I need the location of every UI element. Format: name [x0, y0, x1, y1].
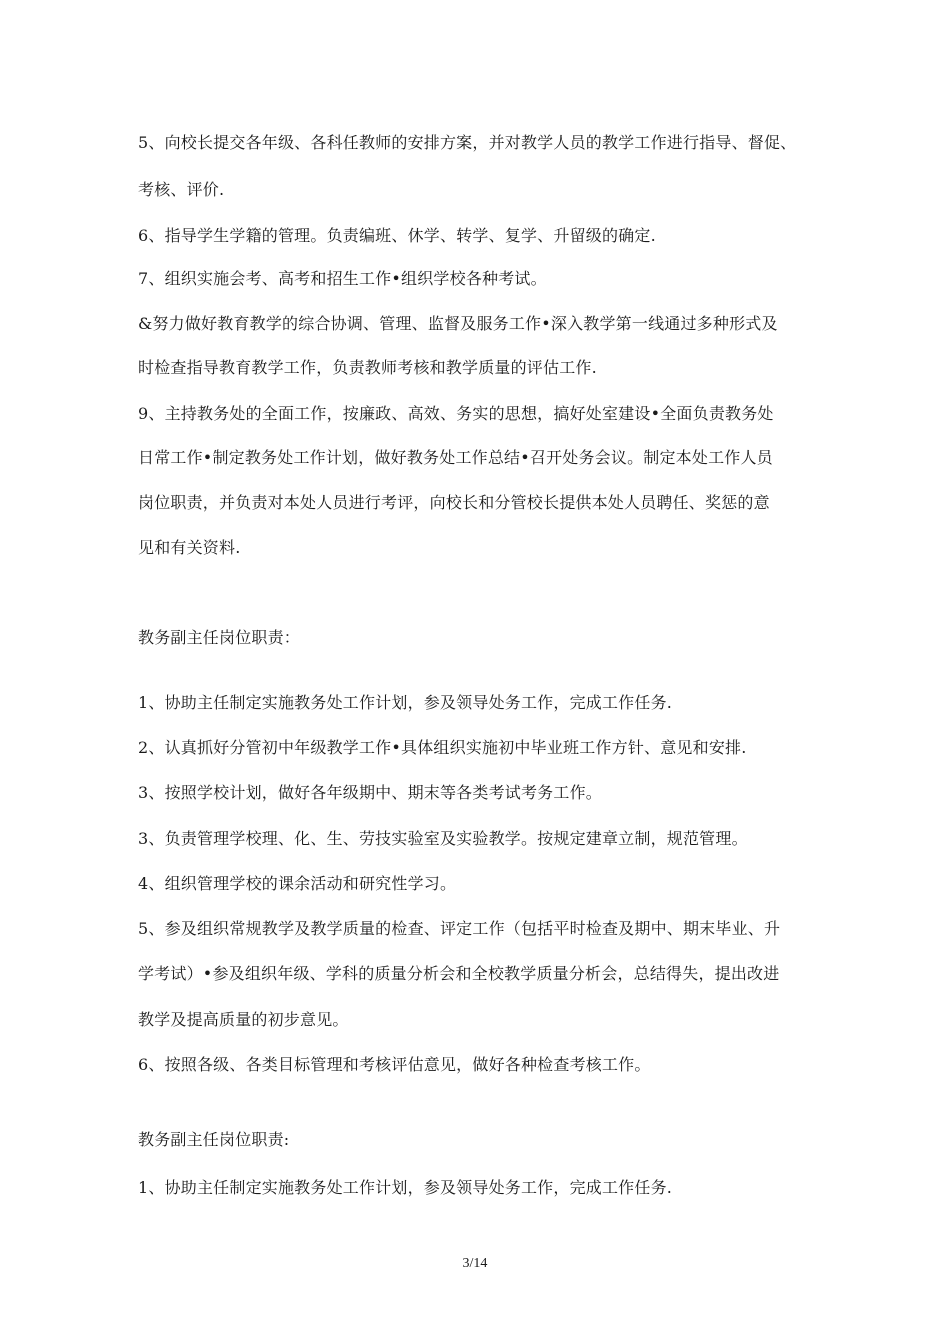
paragraph-line: 1、协助主任制定实施教务处工作计划，参及领导处务工作，完成工作任务.: [138, 1178, 673, 1197]
paragraph-line: 教学及提高质量的初步意见。: [138, 1010, 349, 1029]
paragraph-line: 7、组织实施会考、高考和招生工作•组织学校各种考试。: [138, 269, 547, 288]
paragraph-line: &努力做好教育教学的综合协调、管理、监督及服务工作•深入教学第一线通过多种形式及: [138, 314, 778, 333]
paragraph-line: 4、组织管理学校的课余活动和研究性学习。: [138, 874, 457, 893]
paragraph-line: 岗位职责，并负责对本处人员进行考评，向校长和分管校长提供本处人员聘任、奖惩的意: [138, 493, 770, 512]
paragraph-line: 2、认真抓好分管初中年级教学工作•具体组织实施初中毕业班工作方针、意见和安排.: [138, 738, 747, 757]
paragraph-line: 日常工作•制定教务处工作计划，做好教务处工作总结•召开处务会议。制定本处工作人员: [138, 448, 773, 467]
paragraph-line: 6、按照各级、各类目标管理和考核评估意见，做好各种检查考核工作。: [138, 1055, 651, 1074]
paragraph-line: 5、向校长提交各年级、各科任教师的安排方案，并对教学人员的教学工作进行指导、督促、: [138, 133, 797, 152]
paragraph-line: 考核、评价.: [138, 180, 225, 199]
page-number: 3/14: [462, 1256, 488, 1271]
paragraph-line: 3、负责管理学校理、化、生、劳技实验室及实验教学。按规定建章立制，规范管理。: [138, 829, 748, 848]
paragraph-line: 9、主持教务处的全面工作，按廉政、高效、务实的思想，搞好处室建设•全面负责教务处: [138, 404, 774, 423]
paragraph-line: 学考试）•参及组织年级、学科的质量分析会和全校教学质量分析会，总结得失，提出改进: [138, 964, 780, 983]
paragraph-line: 时检查指导教育教学工作，负责教师考核和教学质量的评估工作.: [138, 358, 597, 377]
paragraph-line: 1、协助主任制定实施教务处工作计划，参及领导处务工作，完成工作任务.: [138, 693, 673, 712]
paragraph-line: 6、指导学生学籍的管理。负责编班、休学、转学、复学、升留级的确定.: [138, 226, 656, 245]
paragraph-line: 3、按照学校计划，做好各年级期中、期末等各类考试考务工作。: [138, 783, 602, 802]
section-heading: 教务副主任岗位职责:: [138, 1130, 290, 1149]
section-heading: 教务副主任岗位职责：: [138, 628, 301, 647]
paragraph-line: 5、参及组织常规教学及教学质量的检查、评定工作（包括平时检查及期中、期末毕业、升: [138, 919, 781, 938]
paragraph-line: 见和有关资料.: [138, 538, 241, 557]
